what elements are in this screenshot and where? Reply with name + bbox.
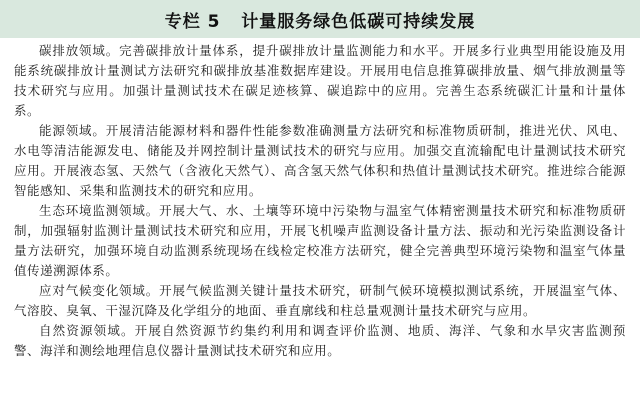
section-eco-monitoring — [14, 201, 626, 281]
section-text: 开展大气、水、土壤等环境中污染物与温室气体精密测量技术研究和标准物质研制，加强辐射监测计量测试技术研究和应用，开展飞机噪声监测设备计量方法、振动和光污染监测设备计量方法研究，加强环境自动监测系统现场在线检定校准方法研究，健全完善典型环境污染物和温室气体量值传递溯源体系。 — [14, 203, 626, 278]
column-title: 专栏 5 计量服务绿色低碳可持续发展 — [164, 11, 476, 32]
section-text: 完善碳排放计量体系，提升碳排放计量监测能力和水平。开展多行业典型用能设施及用能系统碳排放计量测试方法研究和碳排放基准数据库建设。开展用电信息推算碳排放量、烟气排放测量等技术研究与应用。加强计量测试技术在碳足迹核算、碳追踪中的应用。完善生态系统碳汇计量和计量体系。 — [14, 43, 626, 118]
section-label: 碳排放领域。 — [39, 43, 120, 58]
section-text: 开展气候监测关键计量技术研究，研制气候环境模拟测试系统，开展温室气体、气溶胶、臭氧、干湿沉降及化学组分的地面、垂直廓线和柱总量观测计量技术研究与应用。 — [14, 283, 626, 318]
section-text: 开展清洁能源材料和器件性能参数准确测量方法研究和标准物质研制，推进光伏、风电、水电等清洁能源发电、储能及并网控制计量测试技术的研究与应用。加强交直流输配电计量测试技术研究应用。开展液态氢、天然气（含液化天然气）、高含氢天然气体积和热值计量测试技术研究。推进综合能源智能感知、采集和监测技术的研究和应用。 — [14, 123, 626, 198]
section-text: 开展自然资源节约集约利用和调查评价监测、地质、海洋、气象和水旱灾害监测预警、海洋和测绘地理信息仪器计量测试技术研究和应用。 — [14, 323, 626, 358]
section-natural-resources — [14, 321, 626, 361]
title-bar — [0, 0, 640, 38]
section-climate-change — [14, 281, 626, 321]
section-label: 能源领域。 — [39, 123, 106, 138]
section-label: 应对气候变化领域。 — [39, 283, 160, 298]
column-content — [12, 38, 628, 361]
section-label: 自然资源领域。 — [39, 323, 135, 338]
section-energy — [14, 121, 626, 201]
section-label: 生态环境监测领域。 — [39, 203, 160, 218]
section-carbon-emission — [14, 41, 626, 121]
